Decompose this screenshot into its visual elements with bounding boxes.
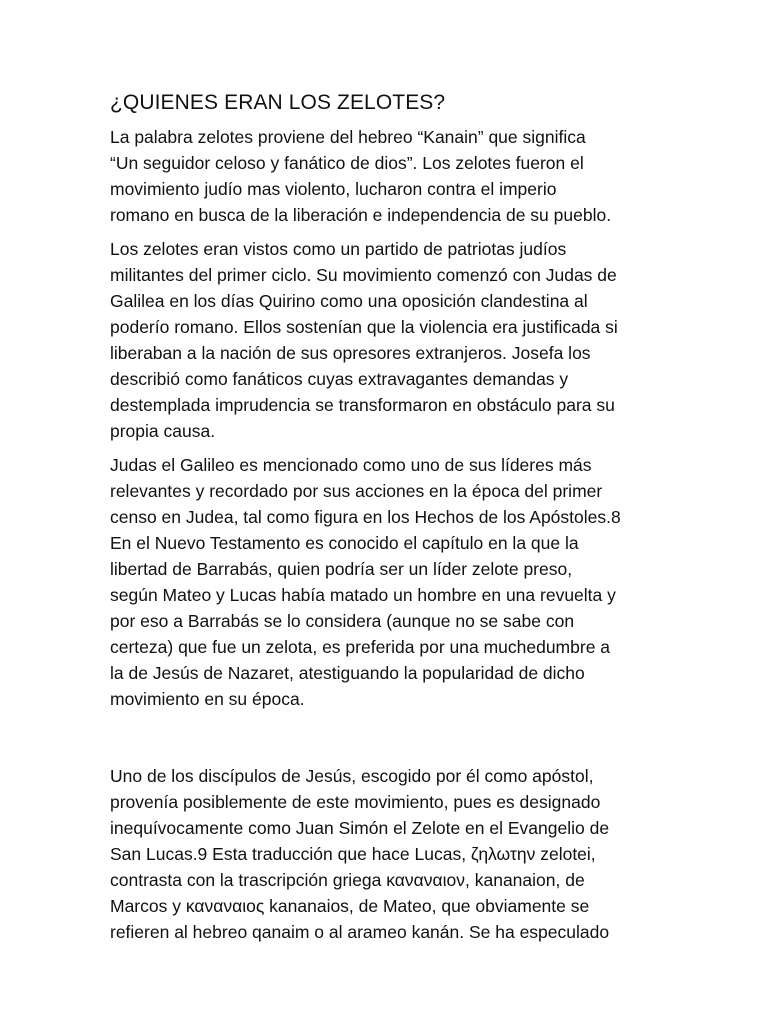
text-line: militantes del primer ciclo. Su movimiento comenzó con Judas de xyxy=(110,265,617,285)
text-line: liberaban a la nación de sus opresores extranjeros. Josefa los xyxy=(110,343,591,363)
text-line: certeza) que fue un zelota, es preferida por una muchedumbre a xyxy=(110,637,611,657)
text-line: Marcos y καναναιος kananaios, de Mateo, que obviamente se xyxy=(110,896,590,916)
text-line: censo en Judea, tal como figura en los Hechos de los Apóstoles.8 xyxy=(110,507,621,527)
text-line: propia causa. xyxy=(110,421,216,441)
text-line: En el Nuevo Testamento es conocido el capítulo en la que la xyxy=(110,533,579,553)
page-title: ¿QUIENES ERAN LOS ZELOTES? xyxy=(110,91,446,114)
text-line: según Mateo y Lucas había matado un hombre en una revuelta y xyxy=(110,585,616,605)
paragraph-1 xyxy=(110,124,658,228)
paragraph-4 xyxy=(110,763,658,945)
text-line: libertad de Barrabás, quien podría ser un líder zelote preso, xyxy=(110,559,573,579)
text-line: describió como fanáticos cuyas extravagantes demandas y xyxy=(110,369,569,389)
text-line: movimiento judío mas violento, lucharon contra el imperio xyxy=(110,179,557,199)
text-line: Los zelotes eran vistos como un partido de patriotas judíos xyxy=(110,239,567,259)
paragraph-spacer xyxy=(110,720,658,763)
text-line: la de Jesús de Nazaret, atestiguando la popularidad de dicho xyxy=(110,663,585,683)
paragraph-3 xyxy=(110,452,658,712)
text-line: relevantes y recordado por sus acciones en la época del primer xyxy=(110,481,603,501)
text-line: provenía posiblemente de este movimiento, pues es designado xyxy=(110,792,601,812)
text-line: contrasta con la trascripción griega καναναιον, kananaion, de xyxy=(110,870,585,890)
text-line: destemplada imprudencia se transformaron en obstáculo para su xyxy=(110,395,615,415)
text-line: La palabra zelotes proviene del hebreo “Kanain” que significa xyxy=(110,127,586,147)
text-line: poderío romano. Ellos sostenían que la violencia era justificada si xyxy=(110,317,618,337)
text-line: inequívocamente como Juan Simón el Zelote en el Evangelio de xyxy=(110,818,610,838)
text-line: Galilea en los días Quirino como una oposición clandestina al xyxy=(110,291,588,311)
text-line: romano en busca de la liberación e independencia de su pueblo. xyxy=(110,205,612,225)
text-line: “Un seguidor celoso y fanático de dios”. Los zelotes fueron el xyxy=(110,153,584,173)
text-line: San Lucas.9 Esta traducción que hace Lucas, ζηλωτην zelotei, xyxy=(110,844,596,864)
text-line: por eso a Barrabás se lo considera (aunque no se sabe con xyxy=(110,611,575,631)
paragraph-2 xyxy=(110,236,658,444)
text-line: refieren al hebreo qanaim o al arameo kanán. Se ha especulado xyxy=(110,922,610,942)
document-body xyxy=(110,88,658,953)
text-line: movimiento en su época. xyxy=(110,689,305,709)
text-line: Uno de los discípulos de Jesús, escogido por él como apóstol, xyxy=(110,766,594,786)
text-line: Judas el Galileo es mencionado como uno de sus líderes más xyxy=(110,455,592,475)
